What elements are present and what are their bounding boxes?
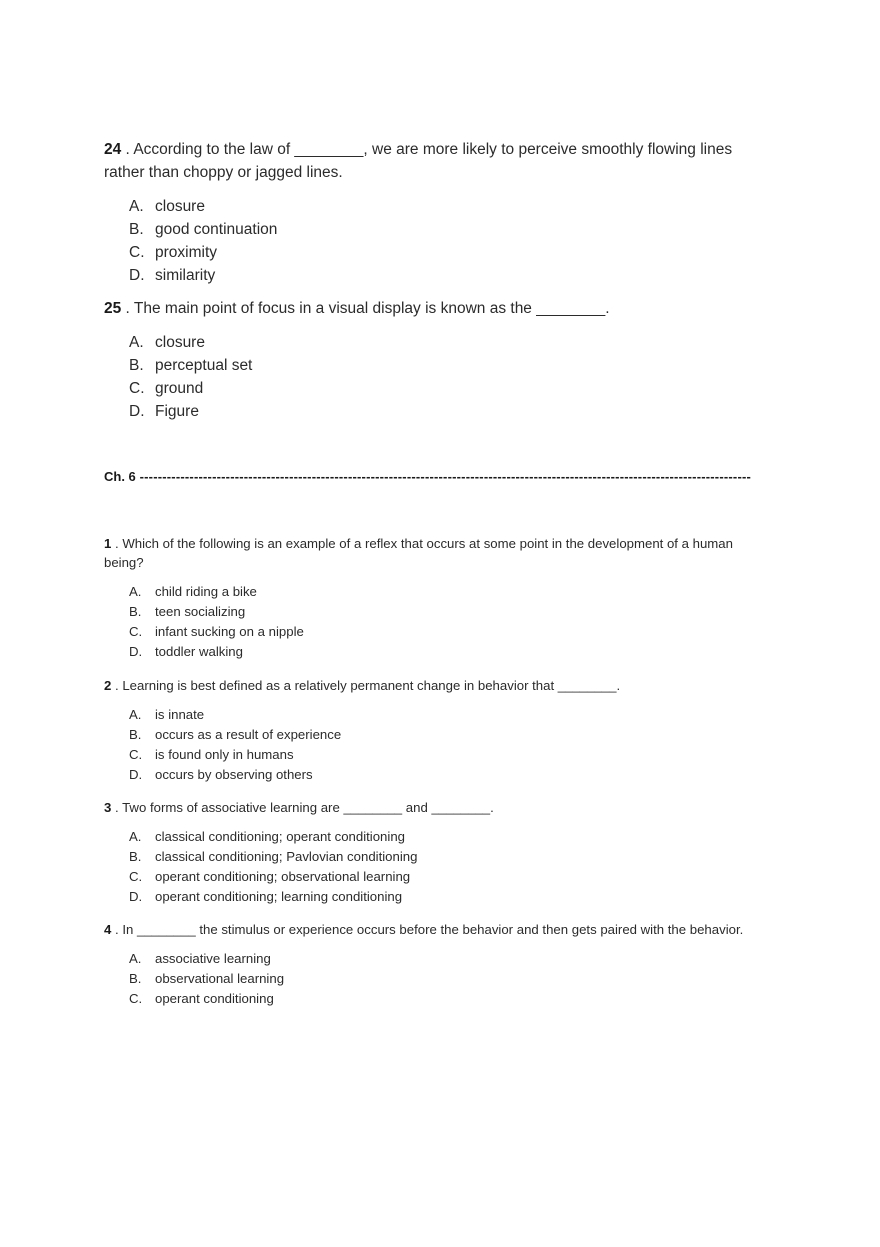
option-letter: B. [129, 604, 142, 619]
question-number: 25 [104, 300, 122, 317]
question-number: 2 [104, 678, 112, 693]
option [104, 969, 776, 989]
option-text: similarity [155, 267, 216, 284]
option-text: closure [155, 198, 205, 215]
option [104, 949, 776, 969]
option-letter: C. [129, 869, 143, 884]
option-text: child riding a bike [155, 584, 257, 599]
question-body: . Which of the following is an example of a reflex that occurs at some point in the development of a human being? [104, 536, 733, 570]
options-list [104, 582, 776, 662]
question-24 [104, 138, 776, 287]
option-letter: B. [129, 357, 144, 374]
option-letter: C. [129, 244, 145, 261]
option-letter: B. [129, 727, 142, 742]
option [104, 400, 776, 423]
option-text: operant conditioning; observational learning [155, 869, 411, 884]
question-number: 3 [104, 800, 112, 815]
option-letter: A. [129, 334, 144, 351]
option [104, 218, 776, 241]
option-text: classical conditioning; operant conditioning [155, 829, 405, 844]
option [104, 241, 776, 264]
options-list [104, 195, 776, 287]
option-text: good continuation [155, 221, 278, 238]
option-text: occurs by observing others [155, 767, 313, 782]
question-body: . The main point of focus in a visual display is known as the ________. [121, 300, 610, 317]
option [104, 887, 776, 907]
option-text: operant conditioning; learning conditioning [155, 889, 403, 904]
option [104, 354, 776, 377]
option [104, 582, 776, 602]
question-4 [104, 920, 776, 1009]
question-text [104, 920, 776, 939]
option-letter: B. [129, 971, 142, 986]
option-text: classical conditioning; Pavlovian conditioning [155, 849, 418, 864]
option-text: is found only in humans [155, 747, 294, 762]
option-text: perceptual set [155, 357, 253, 374]
question-body: . In ________ the stimulus or experience occurs before the behavior and then gets paired with the behavior. [111, 922, 744, 937]
question-2 [104, 676, 776, 785]
option-text: closure [155, 334, 205, 351]
option-letter: B. [129, 849, 142, 864]
question-body: . Learning is best defined as a relatively permanent change in behavior that ________. [111, 678, 621, 693]
options-list [104, 331, 776, 423]
option-letter: C. [129, 991, 143, 1006]
option-letter: D. [129, 267, 145, 284]
chapter-dash-rule: --------------------------------------------------------------------------------------------------------------------------------------- [135, 469, 752, 484]
chapter-label: Ch. 6 [104, 469, 136, 484]
option-letter: A. [129, 707, 142, 722]
option [104, 377, 776, 400]
option-letter: D. [129, 767, 143, 782]
option-letter: A. [129, 829, 142, 844]
question-text [104, 534, 776, 572]
options-list [104, 827, 776, 907]
option [104, 195, 776, 218]
question-text [104, 297, 776, 320]
option [104, 725, 776, 745]
option-letter: A. [129, 198, 144, 215]
question-text [104, 798, 776, 817]
question-text [104, 676, 776, 695]
options-list [104, 705, 776, 785]
option-letter: D. [129, 644, 143, 659]
question-body: . According to the law of ________, we are more likely to perceive smoothly flowing lines rather than choppy or jagged lines. [104, 141, 733, 181]
question-25 [104, 297, 776, 423]
option [104, 705, 776, 725]
option-text: proximity [155, 244, 218, 261]
option [104, 745, 776, 765]
option-letter: B. [129, 221, 144, 238]
option-letter: C. [129, 747, 143, 762]
option-text: observational learning [155, 971, 285, 986]
option [104, 642, 776, 662]
option-text: infant sucking on a nipple [155, 624, 304, 639]
option [104, 867, 776, 887]
option [104, 602, 776, 622]
option [104, 847, 776, 867]
option-text: operant conditioning [155, 991, 274, 1006]
question-number: 24 [104, 141, 122, 158]
question-text [104, 138, 776, 184]
option [104, 331, 776, 354]
question-1 [104, 534, 776, 662]
option [104, 827, 776, 847]
option-text: ground [155, 380, 204, 397]
question-3 [104, 798, 776, 907]
option-letter: C. [129, 380, 145, 397]
option-letter: A. [129, 951, 142, 966]
option-text: associative learning [155, 951, 271, 966]
option-text: toddler walking [155, 644, 243, 659]
chapter-heading [104, 469, 776, 484]
option [104, 765, 776, 785]
option-text: teen socializing [155, 604, 246, 619]
option-letter: D. [129, 403, 145, 420]
option [104, 989, 776, 1009]
option-text: Figure [155, 403, 199, 420]
option-letter: D. [129, 889, 143, 904]
question-number: 4 [104, 922, 112, 937]
options-list [104, 949, 776, 1009]
option-text: is innate [155, 707, 205, 722]
option [104, 622, 776, 642]
option-text: occurs as a result of experience [155, 727, 342, 742]
option [104, 264, 776, 287]
option-letter: C. [129, 624, 143, 639]
question-number: 1 [104, 536, 112, 551]
option-letter: A. [129, 584, 142, 599]
question-body: . Two forms of associative learning are ________ and ________. [111, 800, 494, 815]
